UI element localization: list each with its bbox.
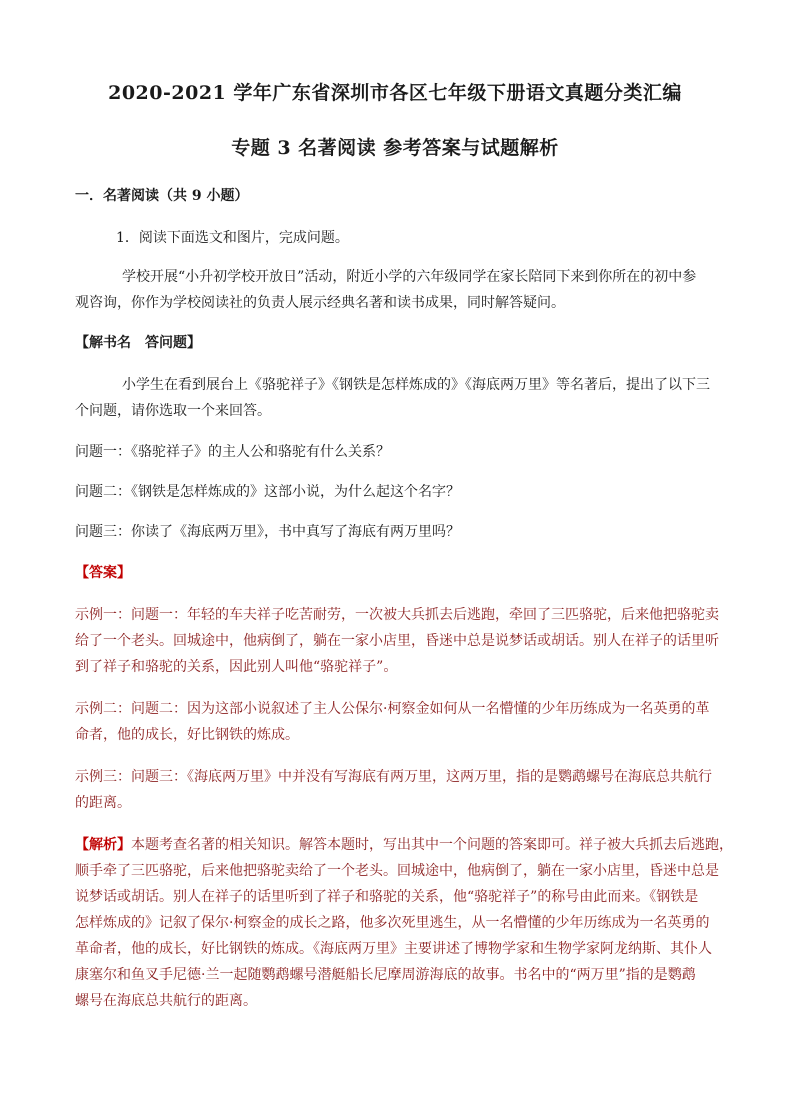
answer-line: 到了祥子和骆驼的关系，因此别人叫他“骆驼祥子”。 bbox=[75, 659, 398, 675]
section-heading: 一．名著阅读（共 9 小题） bbox=[75, 188, 249, 204]
analysis-text: 本题考查名著的相关知识。解答本题时，写出其中一个问题的答案即可。祥子被大兵抓去后逃跑， bbox=[131, 837, 733, 853]
document-title: 2020-2021 学年广东省深圳市各区七年级下册语文真题分类汇编 bbox=[108, 82, 682, 104]
answer-line: 的距离。 bbox=[75, 795, 131, 811]
analysis-label: 【解析】 bbox=[75, 837, 131, 853]
task-heading: 【解书名 答问题】 bbox=[75, 335, 201, 351]
passage-line: 观咨询，你作为学校阅读社的负责人展示经典名著和读书成果，同时解答疑问。 bbox=[75, 295, 565, 311]
analysis-line: 顺手牵了三匹骆驼，后来他把骆驼卖给了一个老头。回城途中，他病倒了，躺在一家小店里，昏迷中总是 bbox=[75, 863, 719, 879]
question-item: 问题二：《钢铁是怎样炼成的》这部小说，为什么起这个名字？ bbox=[75, 484, 460, 500]
passage-line: 学校开展“小升初学校开放日”活动，附近小学的六年级同学在家长陪同下来到你所在的初中参 bbox=[122, 269, 697, 285]
question-item: 问题一：《骆驼祥子》的主人公和骆驼有什么关系？ bbox=[75, 444, 390, 460]
analysis-paragraph-line bbox=[75, 835, 733, 855]
answer-line: 示例二：问题二：因为这部小说叙述了主人公保尔·柯察金如何从一名懵懂的少年历练成为一名英勇的革 bbox=[75, 701, 710, 717]
analysis-line: 螺号在海底总共航行的距离。 bbox=[75, 993, 257, 1009]
analysis-line: 革命者，他的成长，好比钢铁的炼成。《海底两万里》主要讲述了博物学家和生物学家阿龙纳斯、其仆人 bbox=[75, 941, 712, 957]
analysis-line: 说梦话或胡话。别人在祥子的话里听到了祥子和骆驼的关系，他“骆驼祥子”的称号由此而来。《钢铁是 bbox=[75, 889, 699, 905]
answer-line: 示例一：问题一：年轻的车夫祥子吃苦耐劳，一次被大兵抓去后逃跑，牵回了三匹骆驼，后来他把骆驼卖 bbox=[75, 607, 719, 623]
task-text-line: 小学生在看到展台上《骆驼祥子》《钢铁是怎样炼成的》《海底两万里》等名著后，提出了以下三 bbox=[122, 377, 710, 393]
question-intro: 1．阅读下面选文和图片，完成问题。 bbox=[116, 230, 349, 246]
analysis-line: 康塞尔和鱼叉手尼德·兰一起随鹦鹉螺号潜艇船长尼摩周游海底的故事。书名中的“两万里”指的是鹦鹉 bbox=[75, 967, 696, 983]
question-item: 问题三：你读了《海底两万里》，书中真写了海底有两万里吗？ bbox=[75, 524, 460, 540]
answer-line: 给了一个老头。回城途中，他病倒了，躺在一家小店里，昏迷中总是说梦话或胡话。别人在祥子的话里听 bbox=[75, 633, 719, 649]
answer-label: 【答案】 bbox=[75, 565, 131, 581]
answer-line: 命者，他的成长，好比钢铁的炼成。 bbox=[75, 727, 299, 743]
task-text-line: 个问题，请你选取一个来回答。 bbox=[75, 403, 271, 419]
analysis-line: 怎样炼成的》记叙了保尔·柯察金的成长之路，他多次死里逃生，从一名懵懂的少年历练成为一名英勇的 bbox=[75, 915, 710, 931]
answer-line: 示例三：问题三：《海底两万里》中并没有写海底有两万里，这两万里，指的是鹦鹉螺号在海底总共航行 bbox=[75, 769, 712, 785]
document-subtitle: 专题 3 名著阅读 参考答案与试题解析 bbox=[231, 137, 559, 159]
